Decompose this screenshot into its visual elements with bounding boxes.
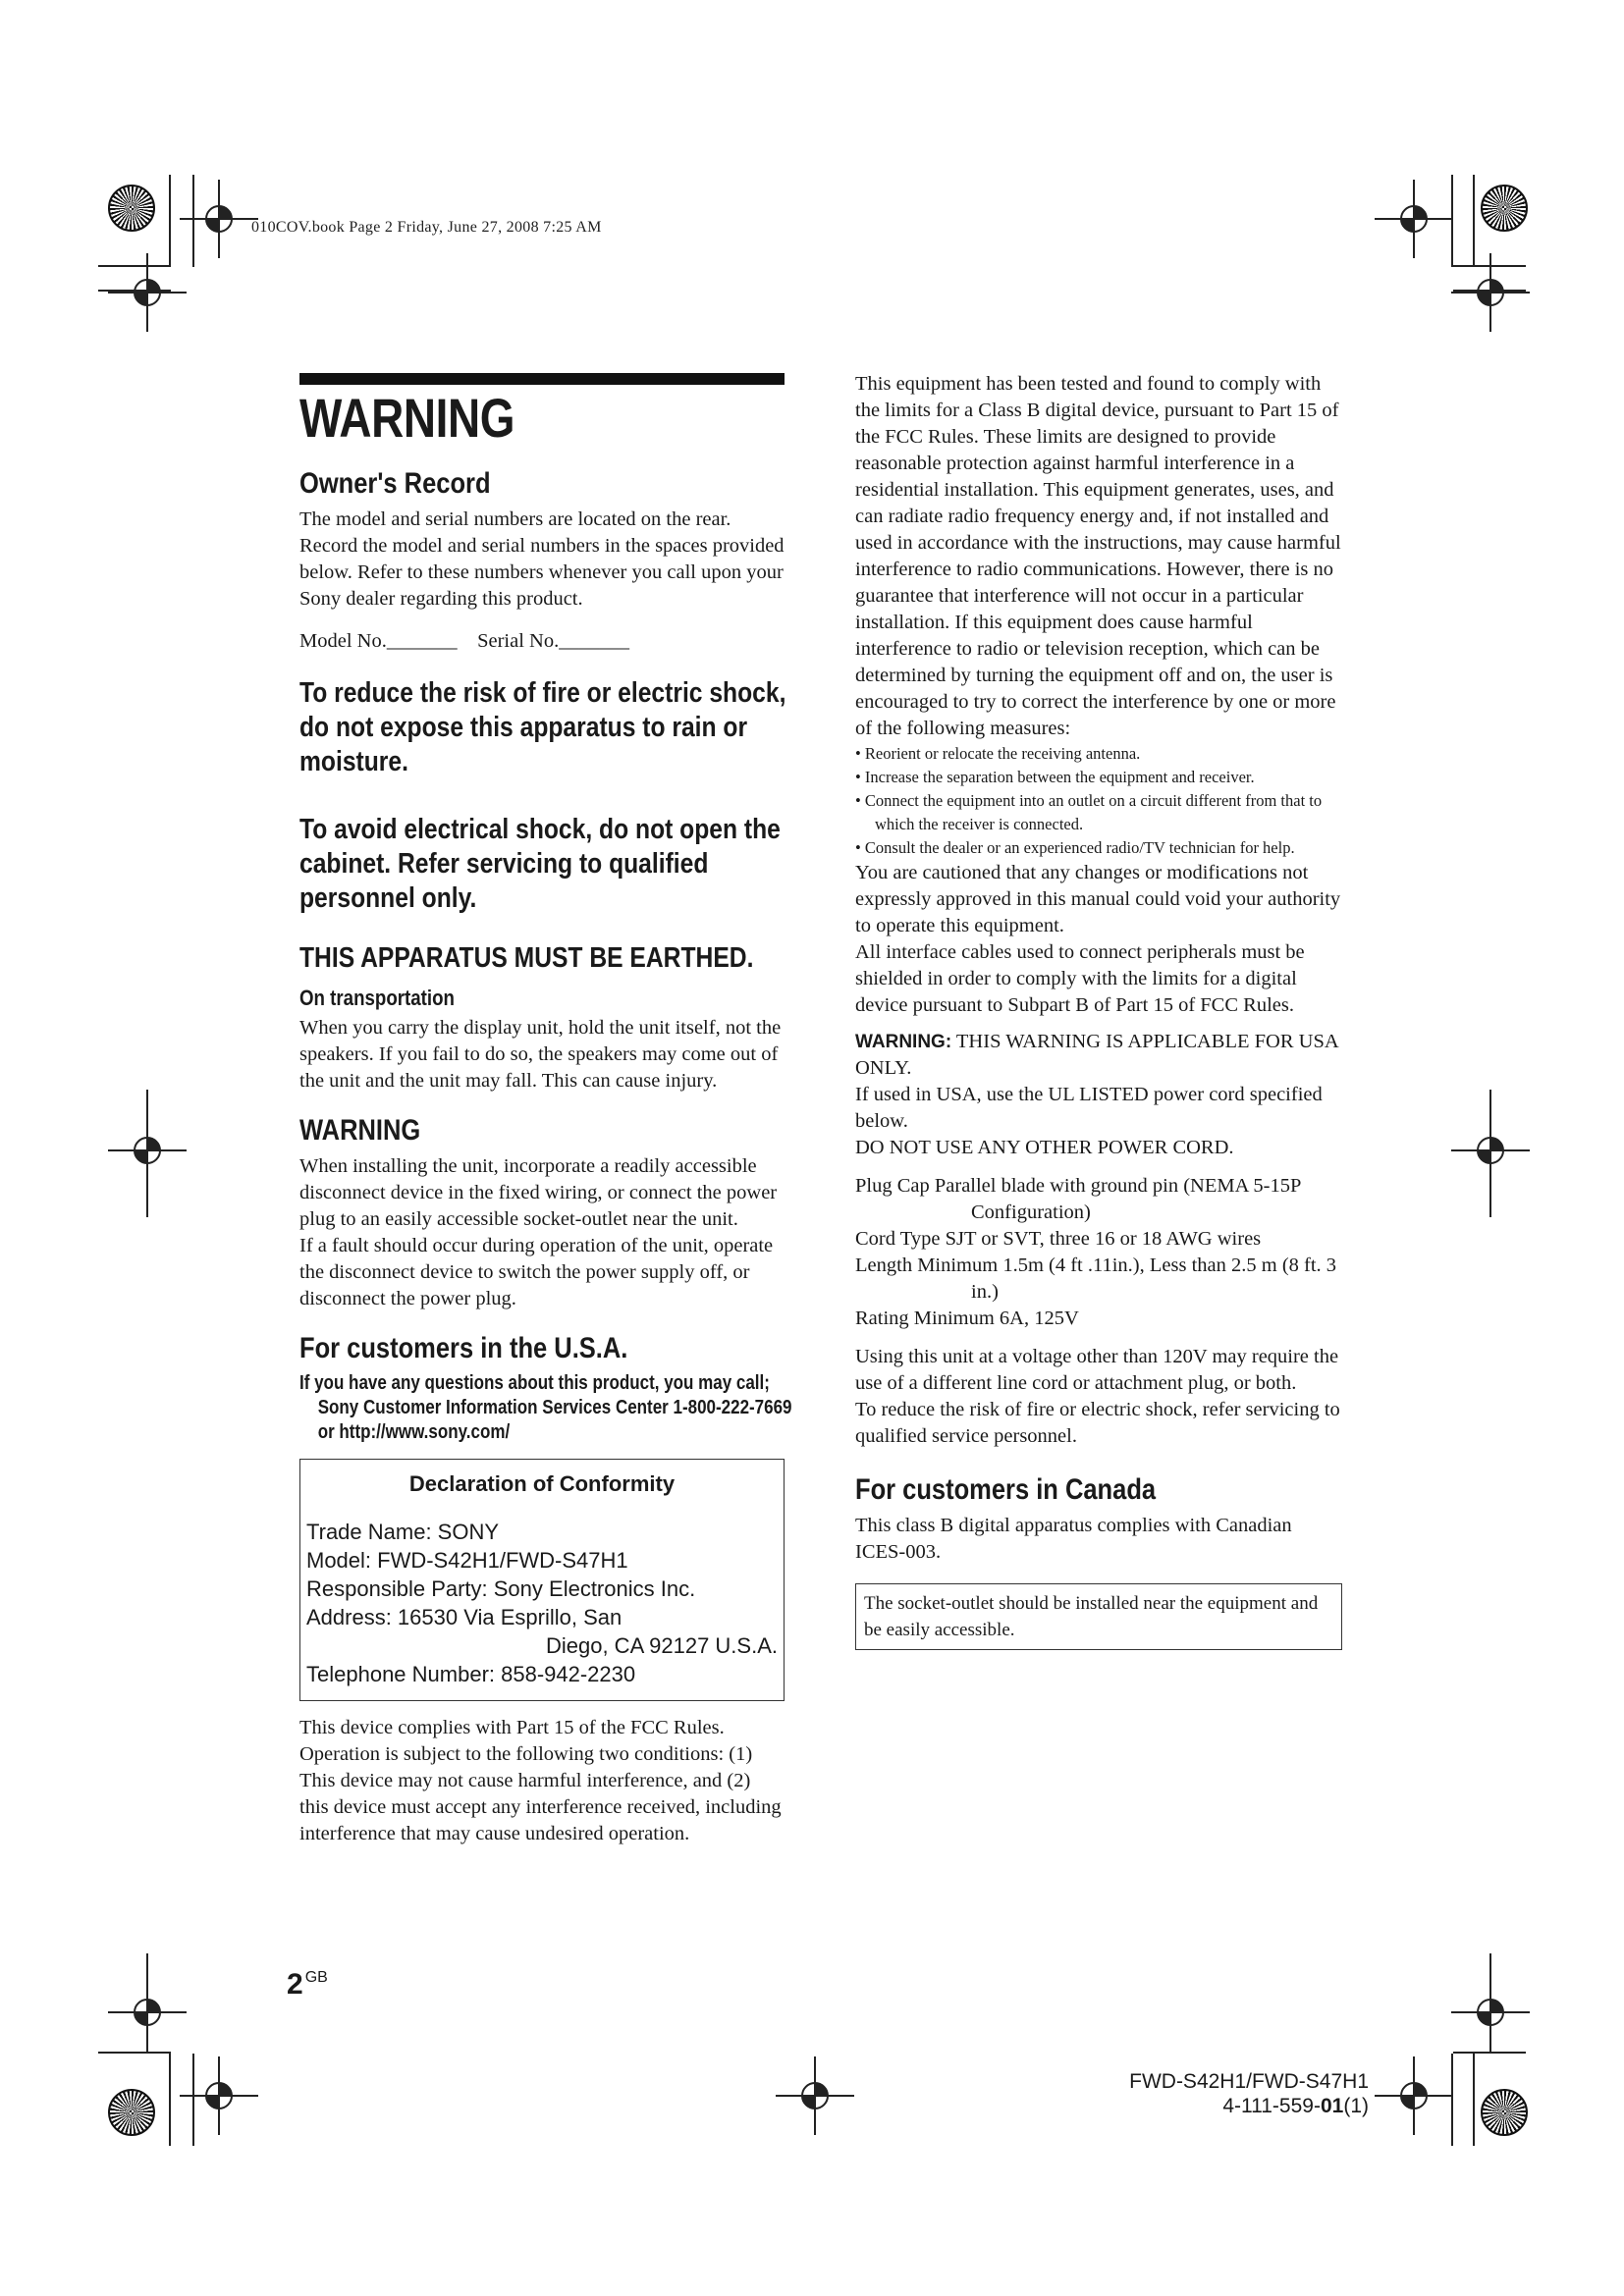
- usa-contact: If you have any questions about this product, you may call; Sony Customer Information Services Center 1-800-222-7669 or http://www.sony.com/: [299, 1372, 792, 1443]
- trade-name: Trade Name: SONY: [306, 1520, 500, 1544]
- transport-heading: On transportation: [299, 986, 455, 1010]
- usa-warning-label: WARNING:: [855, 1032, 952, 1052]
- address-line-1: Address: 16530 Via Esprillo, San: [306, 1605, 623, 1629]
- model-line: Model: FWD-S42H1/FWD-S47H1: [306, 1548, 628, 1573]
- fire-warning: To reduce the risk of fire or electric shock, do not expose this apparatus to rain or moisture.: [299, 677, 786, 777]
- model-serial-line: Model No._______ Serial No._______: [299, 630, 629, 652]
- declaration-box: [299, 1459, 785, 1701]
- fcc-part15-text: This device complies with Part 15 of the FCC Rules. Operation is subject to the following two conditions: (1) This device may not cause harmful interference, and (2) this device must accept any interference received, including interference that may cause undesired operation.: [299, 1717, 782, 1844]
- page-suffix: GB: [304, 1969, 328, 1986]
- reduce-risk-text: To reduce the risk of fire or electric shock, refer servicing to qualified service personnel.: [855, 1399, 1340, 1447]
- spec-plug-cap: Plug Cap Parallel blade with ground pin (NEMA 5-15P Configuration): [855, 1175, 1301, 1223]
- warning-text-fault: If a fault should occur during operation of the unit, operate the disconnect device to switch the power supply off, or disconnect the power plug.: [299, 1235, 774, 1309]
- warning-text: When installing the unit, incorporate a readily accessible disconnect device in the fixed wiring, or connect the power plug to an easily accessible socket-outlet near the unit.: [299, 1155, 778, 1230]
- usa-warning-text: THIS WARNING IS APPLICABLE FOR USA ONLY.: [855, 1031, 1338, 1079]
- list-item: • Reorient or relocate the receiving antenna.: [855, 744, 1141, 763]
- list-item: • Increase the separation between the equipment and receiver.: [855, 768, 1255, 786]
- warning-heading: WARNING: [299, 1114, 421, 1147]
- list-item: • Consult the dealer or an experienced radio/TV technician for help.: [855, 838, 1295, 857]
- usa-warning: [855, 1029, 1342, 1082]
- color-bar-icon: [108, 2089, 155, 2136]
- canada-text: This class B digital apparatus complies with Canadian ICES-003.: [855, 1515, 1292, 1563]
- color-bar-icon: [108, 185, 155, 232]
- owners-record-text: The model and serial numbers are located on the rear. Record the model and serial numbers in the spaces provided below. Refer to these numbers whenever you call upon your Sony dealer regarding this product.: [299, 508, 785, 610]
- spec-cord-type: Cord Type SJT or SVT, three 16 or 18 AWG wires: [855, 1228, 1262, 1250]
- spec-length: Length Minimum 1.5m (4 ft .11in.), Less than 2.5 m (8 ft. 3 in.): [855, 1255, 1337, 1303]
- footer-code: [1129, 2094, 1369, 2118]
- socket-outlet-box: The socket-outlet should be installed near the equipment and be easily accessible.: [855, 1583, 1342, 1650]
- address-line-2: Diego, CA 92127 U.S.A.: [545, 1633, 778, 1658]
- footer-model: FWD-S42H1/FWD-S47H1: [1129, 2070, 1369, 2093]
- footer-code-prefix: 4-111-559-: [1222, 2095, 1321, 2117]
- earthed-warning: THIS APPARATUS MUST BE EARTHED.: [299, 942, 754, 974]
- cord-specs: [855, 1173, 1342, 1332]
- list-item: • Connect the equipment into an outlet on a circuit different from that to which the receiver is connected.: [855, 791, 1323, 833]
- fcc-text: This equipment has been tested and found to comply with the limits for a Class B digital device, pursuant to Part 15 of the FCC Rules. These limits are designed to provide reasonable protection against harmful interference in a residential installation. This equipment generates, uses, and can radiate radio frequency energy and, if not installed and used in accordance with the instructions, may cause harmful interference to radio communications. However, there is no guarantee that interference will not occur in a particular installation. If this equipment does cause harmful interference to radio or television reception, which can be determined by turning the equipment off and on, the user is encouraged to try to correct the interference by one or more of the following measures:: [855, 373, 1341, 739]
- transport-text: When you carry the display unit, hold the unit itself, not the speakers. If you fail to do so, the speakers may come out of the unit and the unit may fall. This can cause injury.: [299, 1017, 782, 1092]
- printer-slug-line: 010COV.book Page 2 Friday, June 27, 2008 7:25 AM: [251, 219, 602, 236]
- responsible-party: Responsible Party: Sony Electronics Inc.: [306, 1576, 696, 1601]
- owners-record-heading: Owner's Record: [299, 467, 491, 500]
- declaration-title: Declaration of Conformity: [408, 1471, 676, 1496]
- measures-list: [855, 742, 1342, 860]
- model-footer: [1129, 2069, 1369, 2118]
- shock-warning: To avoid electrical shock, do not open the cabinet. Refer servicing to qualified personnel only.: [299, 814, 781, 914]
- voltage-text: Using this unit at a voltage other than 120V may require the use of a different line cord or attachment plug, or both.: [855, 1346, 1339, 1394]
- footer-code-suffix: (1): [1343, 2095, 1369, 2117]
- ul-cord-text: If used in USA, use the UL LISTED power cord specified below.: [855, 1084, 1323, 1132]
- color-bar-icon: [1481, 185, 1528, 232]
- telephone-line: Telephone Number: 858-942-2230: [306, 1662, 636, 1686]
- canada-heading: For customers in Canada: [855, 1473, 1157, 1506]
- page-number-value: 2: [287, 1968, 303, 2001]
- no-other-cord: DO NOT USE ANY OTHER POWER CORD.: [855, 1137, 1234, 1158]
- left-column: [299, 373, 792, 1847]
- footer-code-bold: 01: [1320, 2095, 1344, 2117]
- spec-rating: Rating Minimum 6A, 125V: [855, 1308, 1079, 1329]
- caution-text: You are cautioned that any changes or modifications not expressly approved in this manual could void your authority to operate this equipment.: [855, 862, 1341, 936]
- right-column: [855, 371, 1342, 1650]
- usa-heading: For customers in the U.S.A.: [299, 1332, 628, 1364]
- cables-text: All interface cables used to connect peripherals must be shielded in order to comply with the limits for a digital device pursuant to Subpart B of Part 15 of FCC Rules.: [855, 941, 1305, 1016]
- page-title: WARNING: [299, 387, 515, 449]
- page-number: [287, 1968, 328, 2002]
- color-bar-icon: [1481, 2089, 1528, 2136]
- heading-rule: [299, 373, 785, 385]
